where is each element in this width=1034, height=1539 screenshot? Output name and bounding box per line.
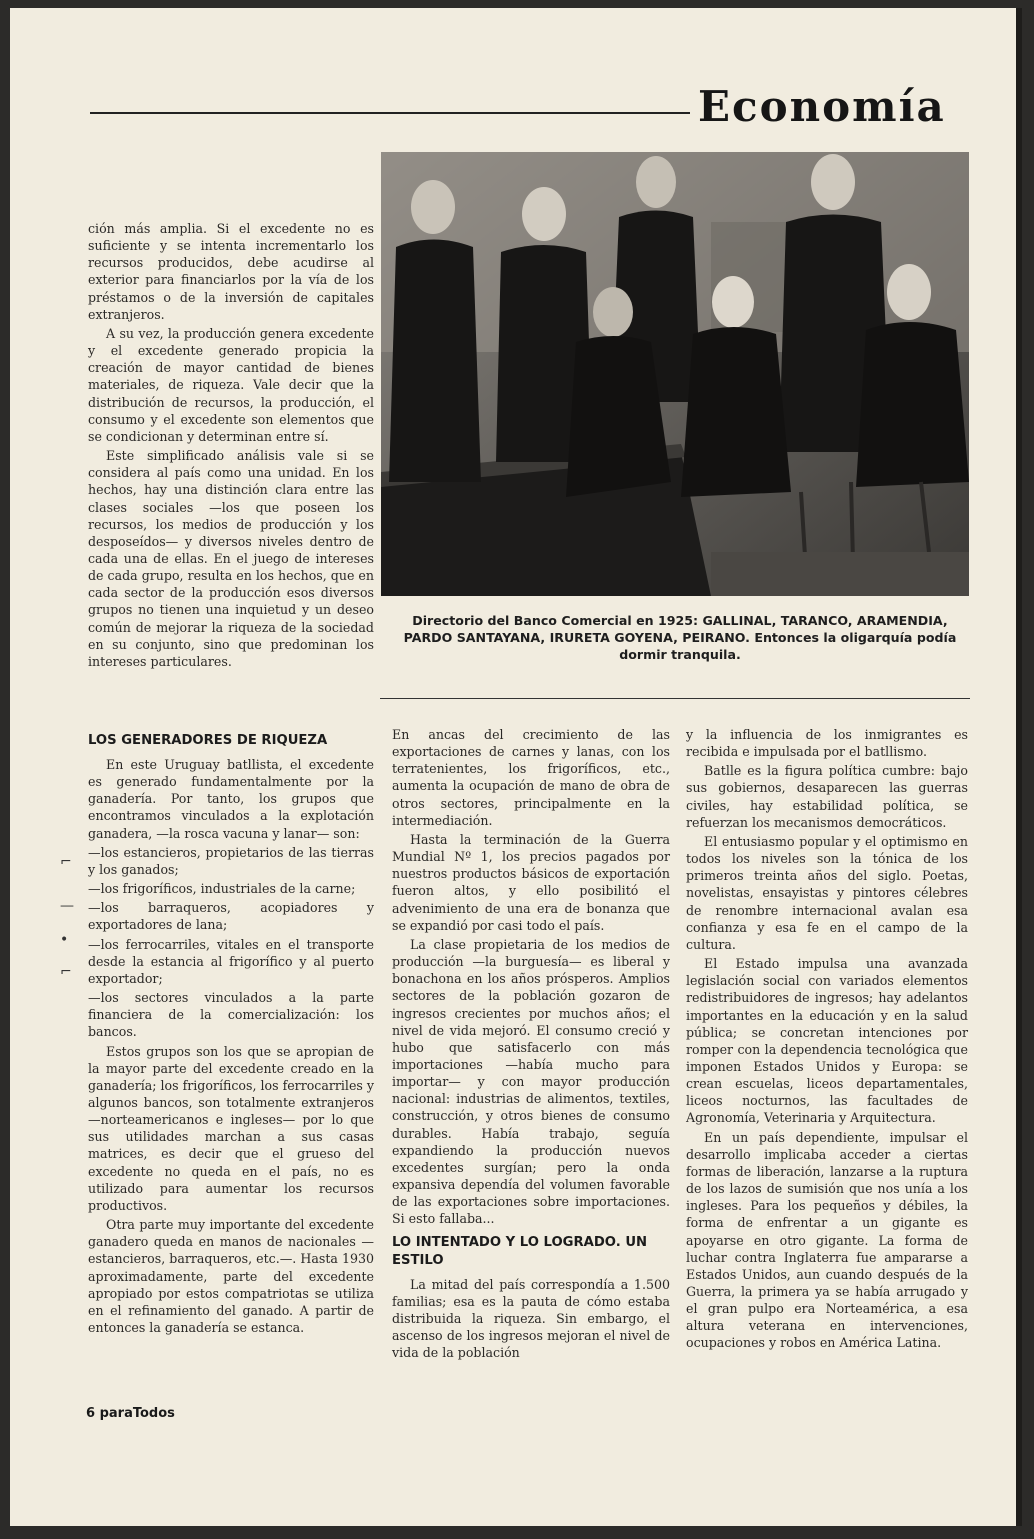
photo-illustration: [381, 152, 969, 596]
page-footer: [86, 1406, 175, 1421]
magazine-name: paraTodos: [99, 1406, 175, 1421]
paragraph: En ancas del crecimiento de las exportaciones de carnes y lanas, con los terratenientes, los frigoríficos, etc., aumenta la ocupación de mano de obra de otros sectores, principalmente en la intermediación.: [392, 727, 670, 828]
margin-mark-icon: —: [60, 898, 74, 914]
subheading-intentado: LO INTENTADO Y LO LOGRADO. UN ESTILO: [392, 1234, 648, 1268]
paragraph: Hasta la terminación de la Guerra Mundial Nº 1, los precios pagados por nuestros productos básicos de exportación fueron altos, y ello posibilitó el advenimiento de una era de bonanza que se expandió por casi todo el país.: [392, 831, 670, 933]
column-1-bottom: [88, 726, 374, 1338]
column-1-top: [88, 220, 374, 672]
section-title: Economía: [698, 82, 946, 131]
paragraph: El Estado impulsa una avanzada legislación social con variados elementos redistribuidores de ingresos; hay adelantos importantes en la educación y en la salud pública; se concretan intenciones por romper con la dependencia tecnológica que imponen Estados Unidos y Europa: se crean escuelas, liceos departamentales, liceos nocturnos, las facultades de Agronomía, Veterinaria y Arquitectura.: [686, 956, 968, 1126]
paragraph: Batlle es la figura política cumbre: bajo sus gobiernos, desaparecen las guerras civiles, hay estabilidad política, se refuerzan los mecanismos democráticos.: [686, 763, 968, 830]
list-item: —los sectores vinculados a la parte financiera de la comercialización: los bancos.: [88, 990, 374, 1040]
paragraph: El entusiasmo popular y el optimismo en todos los niveles son la tónica de los primeros treinta años del siglo. Poetas, novelistas, ensayistas y pintores célebres de renombre internacional avalan esa confianza y esa fe en el campo de la cultura.: [686, 833, 968, 952]
column-3: [686, 726, 968, 1354]
paragraph: En un país dependiente, impulsar el desarrollo implicaba acceder a ciertas formas de liberación, lanzarse a la ruptura de los lazos de sumisión que nos unía a los ingleses. Para los pequeños y débiles, la forma de enfrentar a un gigante es apoyarse en otro gigante. La forma de luchar contra Inglaterra fue ampararse a Estados Unidos, aun cuando después de la Guerra, la primera ya se había arrugado y el gran pulpo era Norteamérica, a esa altura veterana en intervenciones, ocupaciones y robos en América Latina.: [686, 1129, 968, 1351]
margin-mark-icon: ⌐: [60, 964, 72, 980]
margin-mark-icon: ⌐: [60, 854, 72, 870]
board-photo: [381, 152, 969, 596]
caption-rule: [380, 698, 970, 699]
magazine-page: [10, 8, 1022, 1526]
paragraph: y la influencia de los inmigrantes es recibida e impulsada por el batllismo.: [686, 727, 968, 760]
paragraph: A su vez, la producción genera excedente y el excedente generado propicia la creación de mayor cantidad de bienes materiales, de riqueza. Vale decir que la distribución de recursos, la producción, el consumo y el excedente son elementos que se condicionan y determinan entre sí.: [88, 325, 374, 444]
page-number: 6: [86, 1406, 96, 1421]
paragraph: ción más amplia. Si el excedente no es suficiente y se intenta incrementarlo los recursos producidos, debe acudirse al exterior para financiarlos por la vía de los préstamos o de la inversión de capitales extranjeros.: [88, 221, 374, 322]
list-item: —los barraqueros, acopiadores y exportadores de lana;: [88, 900, 374, 933]
paragraph: Estos grupos son los que se apropian de la mayor parte del excedente creado en la ganadería; los frigoríficos, los ferrocarriles y algunos bancos, son totalmente extranjeros —norteamericanos e ingleses— por lo que sus utilidades marchan a sus casas matrices, es decir que el grueso del excedente no queda en el país, no es utilizado para aumentar los recursos productivos.: [88, 1043, 374, 1213]
paragraph: En este Uruguay batllista, el excedente es generado fundamentalmente por la ganadería. Por tanto, los grupos que encontramos vinculados a la explotación ganadera, —la rosca vacuna y lanar— son:: [88, 757, 374, 841]
header-rule: [90, 112, 690, 114]
margin-mark-icon: •: [60, 932, 69, 948]
list-item: —los estancieros, propietarios de las tierras y los ganados;: [88, 844, 374, 877]
list-item: —los ferrocarriles, vitales en el transporte desde la estancia al frigorífico y al puerto exportador;: [88, 936, 374, 986]
paragraph: Otra parte muy importante del excedente ganadero queda en manos de nacionales —estancieros, barraqueros, etc.—. Hasta 1930 aproximadamente, parte del excedente apropiado por estos compatriotas se utiliza en el refinamiento del ganado. A partir de entonces la ganadería se estanca.: [88, 1217, 374, 1335]
photo-caption: Directorio del Banco Comercial en 1925: GALLINAL, TARANCO, ARAMENDIA, PARDO SANTAYANA, IRURETA GOYENA, PEIRANO. Entonces la oligarquía podía dormir tranquila.: [403, 613, 957, 662]
list-item: —los frigoríficos, industriales de la carne;: [88, 881, 356, 897]
column-2: [392, 726, 670, 1363]
paragraph: La mitad del país correspondía a 1.500 familias; esa es la pauta de cómo estaba distribuida la riqueza. Sin embargo, el ascenso de los ingresos mejoran el nivel de vida de la población: [392, 1276, 670, 1361]
subheading-generadores: LOS GENERADORES DE RIQUEZA: [88, 733, 328, 748]
paragraph: Este simplificado análisis vale si se considera al país como una unidad. En los hechos, hay una distinción clara entre las clases sociales —los que poseen los recursos, los medios de producción y los desposeídos— y diversos niveles dentro de cada una de ellas. En el juego de intereses de cada grupo, resulta en los hechos, que en cada sector de la producción esos diversos grupos no tienen una inquietud y un deseo común de mejorar la riqueza de la sociedad en su conjunto, sino que predominan los intereses particulares.: [88, 448, 374, 669]
paragraph: La clase propietaria de los medios de producción —la burguesía— es liberal y bonachona en los años prósperos. Amplios sectores de la población gozaron de ingresos crecientes por muchos años; el nivel de vida mejoró. El consumo creció y hubo que satisfacerlo con más importaciones —había mucho para importar— y con mayor producción nacional: industrias de alimentos, textiles, construcción, y otros bienes de consumo durables. Había trabajo, seguía expandiendo la producción nuevos excedentes surgían; pero la onda expansiva dependía del volumen favorable de las exportaciones sobre importaciones. Si esto fallaba...: [392, 936, 670, 1227]
